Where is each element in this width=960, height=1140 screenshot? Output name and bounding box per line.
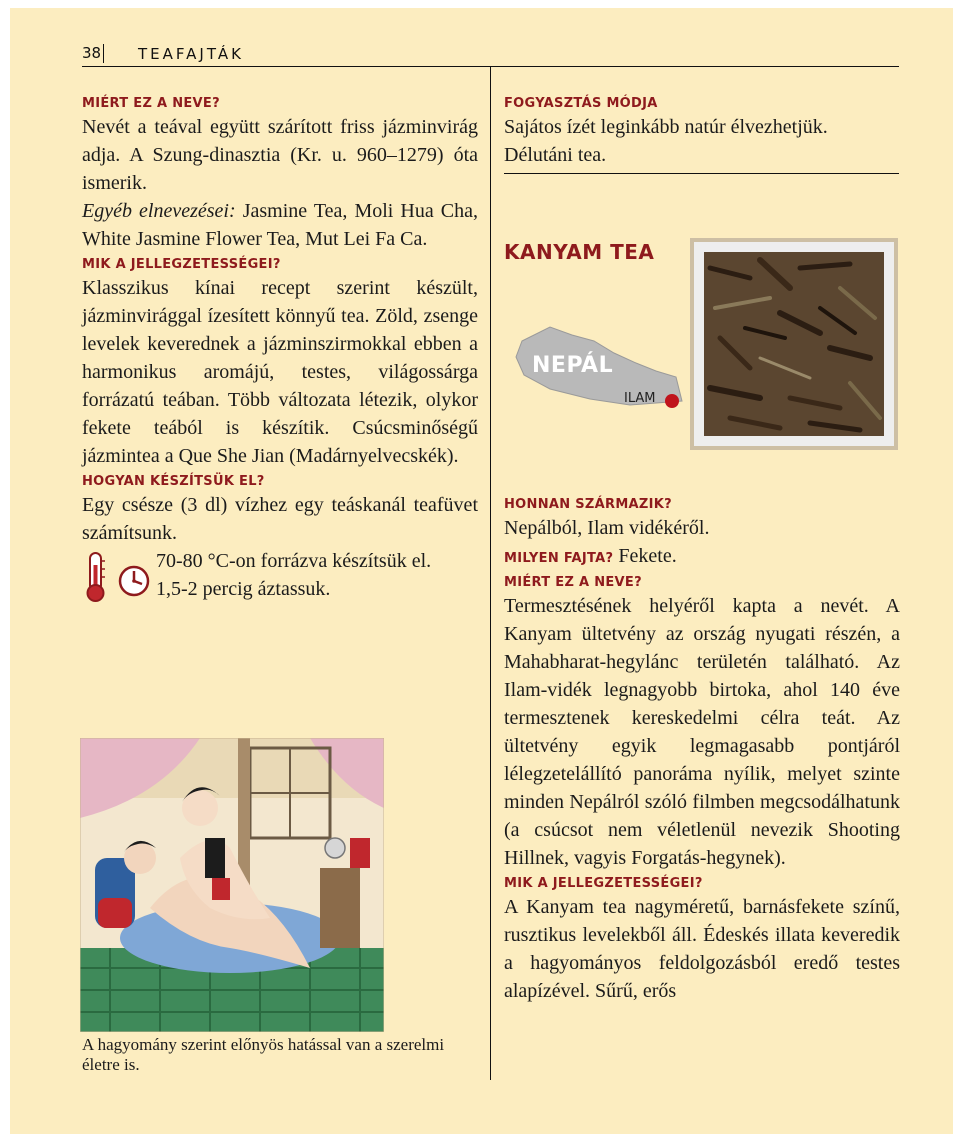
brew-temperature: 70-80 °C-on forrázva készítsük el.: [156, 550, 432, 572]
paragraph-traits-kanyam: A Kanyam tea nagyméretű, barnásfekete színű, rusztikus levelekből áll. Édeskés illata keveredik a hagyományos feldolgozásból eredő testes alapízével. Sűrű, erős: [504, 896, 900, 1002]
right-column-top: [504, 94, 900, 169]
column-rule: [490, 66, 491, 1080]
thermometer-clock-icon: [82, 551, 152, 603]
paragraph-origin: Nepálból, Ilam vidékéről.: [504, 517, 710, 539]
paragraph-preparation: Egy csésze (3 dl) vízhez egy teáskanál teafüvet számítsunk.: [82, 494, 478, 544]
heading-why-name-kanyam: MIÉRT EZ A NEVE?: [504, 575, 642, 590]
heading-traits-kanyam: MIK A JELLEGZETESSÉGEI?: [504, 876, 703, 891]
book-page: [10, 8, 953, 1134]
other-names-text: Jasmine Tea, Moli Hua Cha, White Jasmine Flower Tea, Mut Lei Fa Ca.: [82, 200, 478, 250]
map-country-label: NEPÁL: [532, 353, 614, 378]
brew-instructions: [82, 547, 478, 607]
left-column: [82, 94, 478, 607]
traditional-painting-illustration: [80, 738, 384, 1032]
heading-preparation: HOGYAN KÉSZÍTSÜK EL?: [82, 474, 265, 489]
kanyam-tea-title: KANYAM TEA: [504, 240, 655, 264]
heading-consumption: FOGYASZTÁS MÓDJA: [504, 96, 658, 111]
heading-type: MILYEN FAJTA?: [504, 551, 614, 566]
nepal-map: [510, 313, 685, 413]
map-place-label: ILAM: [624, 391, 656, 406]
page-number-separator: [103, 44, 104, 63]
type-text: Fekete.: [613, 545, 677, 567]
page-number: 38: [82, 44, 102, 62]
heading-origin: HONNAN SZÁRMAZIK?: [504, 497, 672, 512]
paragraph-traits: Klasszikus kínai recept szerint készült, jázminvirággal ízesített könnyű tea. Zöld, zsenge levelek keverednek a jázminszirmokkal ebben a harmonikus aromájú, testes, világossárga forrázatú teában. Több változata létezik, olykor fekete teából is készítik. Csúcsminőségű jázmintea a Que She Jian (Madárnyelvecskék).: [82, 277, 478, 467]
paragraph-name-kanyam: Termesztésének helyéről kapta a nevét. A Kanyam ültetvény az ország nyugati részén, a Mahabharat-hegylánc területén található. Az Ilam-vidék legnagyobb birtoka, ahol 140 éve termesztenek kereskedelmi célra teát. Az ültetvény egyik legmagasabb pontjáról lélegzetelállító panoráma nyílik, melyet szinte minden Nepálról szóló filmben megcsodálhatunk (a csúcsot nem véletlenül nevezik Shooting Hillnek, vagyis Forgatás-hegynek).: [504, 595, 900, 869]
kanyam-tea-leaves-photo: [690, 238, 898, 450]
brew-time: 1,5-2 percig áztassuk.: [156, 578, 331, 600]
heading-traits: MIK A JELLEGZETESSÉGEI?: [82, 257, 281, 272]
type-line: [504, 542, 900, 573]
other-names-label: Egyéb elnevezései:: [82, 200, 236, 222]
right-column-rule: [504, 173, 899, 174]
name-text: Nevét a teával együtt szárított friss jázminvirág adja. A Szung-dinasztia (Kr. u. 960–1279) óta ismerik.: [82, 116, 478, 194]
right-column-bottom: [504, 495, 900, 1005]
paragraph-name: [82, 113, 478, 253]
paragraph-consumption: Sajátos ízét leginkább natúr élvezhetjük. Délutáni tea.: [504, 116, 828, 166]
heading-why-name: MIÉRT EZ A NEVE?: [82, 96, 220, 111]
section-title: TEAFAJTÁK: [138, 45, 244, 63]
illustration-caption: A hagyomány szerint előnyös hatással van a szerelmi életre is.: [82, 1035, 445, 1074]
brew-text: [156, 547, 486, 603]
